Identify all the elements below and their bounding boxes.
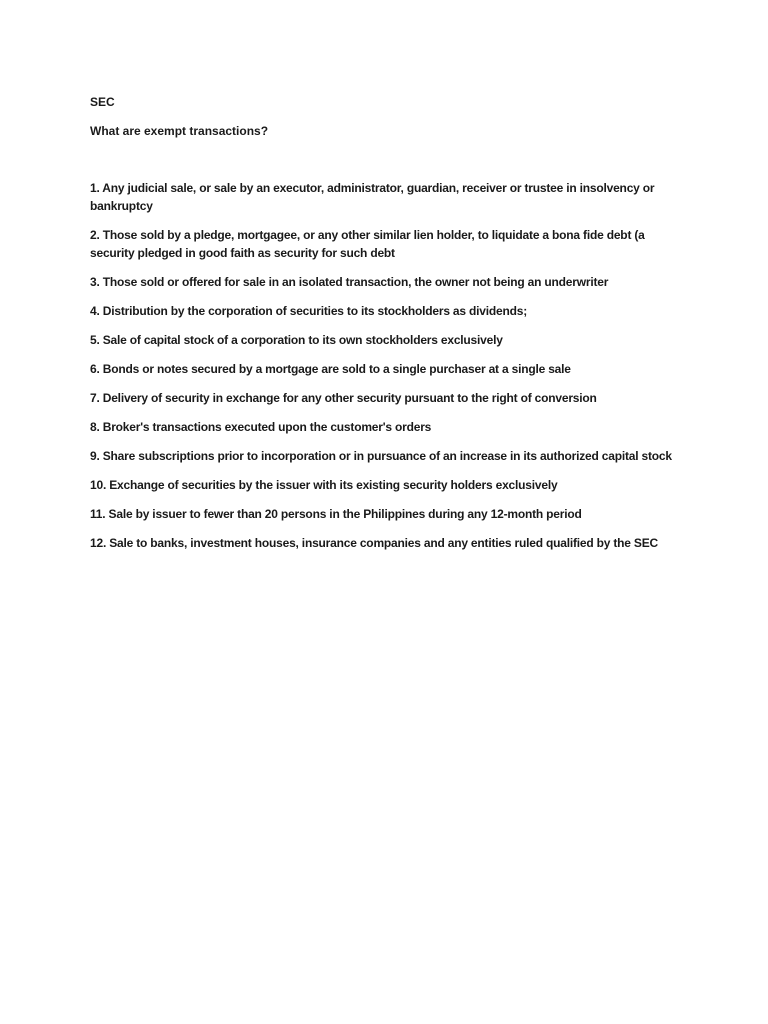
document-question: What are exempt transactions? — [90, 124, 269, 138]
document-title: SEC — [90, 95, 115, 109]
list-item: 10. Exchange of securities by the issuer with its existing security holders exclusively — [90, 478, 558, 492]
list-item: 2. Those sold by a pledge, mortgagee, or any other similar lien holder, to liquidate a bona fide debt (a security pledged in good faith as security for such debt — [90, 228, 645, 260]
list-item: 6. Bonds or notes secured by a mortgage are sold to a single purchaser at a single sale — [90, 362, 571, 376]
document-body — [90, 94, 690, 563]
list-item: 5. Sale of capital stock of a corporation to its own stockholders exclusively — [90, 333, 503, 347]
list-item: 9. Share subscriptions prior to incorporation or in pursuance of an increase in its authorized capital stock — [90, 449, 672, 463]
list-item: 11. Sale by issuer to fewer than 20 persons in the Philippines during any 12-month period — [90, 507, 582, 521]
list-item: 12. Sale to banks, investment houses, insurance companies and any entities ruled qualified by the SEC — [90, 536, 658, 550]
list-item: 3. Those sold or offered for sale in an isolated transaction, the owner not being an underwriter — [90, 275, 609, 289]
list-item: 8. Broker's transactions executed upon the customer's orders — [90, 420, 432, 434]
list-item: 7. Delivery of security in exchange for any other security pursuant to the right of conversion — [90, 391, 597, 405]
list-item: 4. Distribution by the corporation of securities to its stockholders as dividends; — [90, 304, 528, 318]
exempt-transactions-list — [90, 179, 690, 552]
list-item: 1. Any judicial sale, or sale by an executor, administrator, guardian, receiver or trustee in insolvency or bankruptcy — [90, 181, 655, 213]
